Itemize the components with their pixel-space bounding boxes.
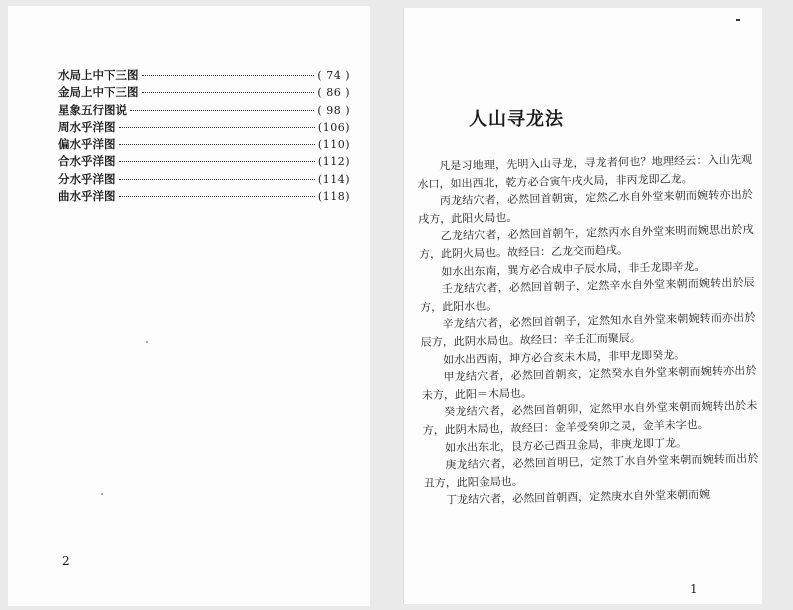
right-page [404, 8, 762, 604]
paragraph: 如水出东北，艮方必己酉丑金局，非庚龙即丁龙。 [444, 435, 688, 454]
table-of-contents [58, 67, 350, 205]
toc-entry[interactable] [58, 102, 350, 119]
paragraph: 乙龙结穴者，必然回首朝午，定然丙水自外堂来明而婉思出於戌方，此阴火局也。故经曰：乙龙交而趋戌。 [418, 223, 754, 261]
paragraph: 庚龙结穴者，必然回首明巳，定然丁水自外堂来朝而婉转而出於丑方，此阳金局也。 [423, 452, 759, 490]
toc-entry-title: 曲水乎洋图 [58, 189, 116, 204]
toc-entry[interactable] [58, 136, 350, 153]
page-number-right: 1 [690, 582, 698, 596]
scan-speck [101, 493, 103, 495]
toc-entry[interactable] [58, 119, 350, 136]
chapter-title: 人山寻龙法 [469, 109, 564, 130]
toc-leader-dots [142, 92, 315, 93]
toc-entry-title: 偏水乎洋图 [58, 137, 116, 152]
toc-entry[interactable] [58, 84, 350, 101]
toc-entry-title: 分水乎洋图 [58, 171, 116, 186]
paragraph: 如水出东南，巽方必合成申子辰水局，非壬龙即辛龙。 [441, 259, 706, 279]
toc-entry-title: 水局上中下三图 [58, 68, 139, 82]
toc-entry-page: (112) [317, 155, 350, 169]
toc-entry[interactable] [58, 153, 350, 170]
paragraph: 凡是习地理，先明入山寻龙，寻龙者何也？地理经云：入山先观水口，如出西北，乾方必合寅午戌火局，非丙龙即乙龙。 [417, 152, 753, 191]
toc-entry-page: (118) [317, 190, 350, 204]
toc-leader-dots [119, 179, 315, 180]
scan-mark [736, 19, 740, 21]
toc-entry-title: 金局上中下三图 [58, 85, 139, 100]
toc-entry[interactable] [58, 188, 350, 205]
toc-entry-page: ( 74 ) [317, 69, 350, 82]
toc-leader-dots [119, 127, 315, 128]
paragraph: 甲龙结穴者，必然回首朝亥，定然癸水自外堂来朝而婉转亦出於未方，此阳＝木局也。 [421, 364, 757, 402]
toc-leader-dots [119, 161, 315, 162]
toc-leader-dots [119, 196, 315, 197]
toc-entry-title: 周水乎洋图 [58, 119, 116, 134]
toc-leader-dots [130, 110, 314, 111]
page-number-left: 2 [62, 554, 70, 568]
paragraph: 辛龙结穴者，必然回首朝子，定然知水自外堂来朝婉转而亦出於辰方，此阴水局也。故经曰：辛壬汇而聚辰。 [420, 311, 756, 349]
body-text [417, 151, 759, 510]
paragraph: 丙龙结穴者，必然回首朝寅，定然乙水自外堂来朝而婉转亦出於戌方，此阳火局也。 [418, 188, 753, 226]
toc-entry-title: 星象五行图说 [58, 102, 127, 117]
toc-entry-page: ( 86 ) [317, 86, 350, 100]
toc-entry-page: (110) [317, 138, 350, 152]
toc-entry-page: ( 98 ) [317, 103, 350, 117]
toc-entry[interactable] [58, 67, 350, 84]
scan-speck [146, 341, 148, 343]
toc-entry-page: (114) [317, 172, 350, 186]
toc-entry[interactable] [58, 171, 350, 188]
left-page [8, 6, 370, 606]
toc-leader-dots [119, 144, 315, 145]
paragraph: 壬龙结穴者，必然回首朝子，定然辛水自外堂来朝而婉转出於辰方，此阳水也。 [419, 276, 755, 314]
paragraph: 丁龙结穴者，必然回首朝酉，定然庚水自外堂来朝而婉 [446, 488, 711, 507]
toc-leader-dots [142, 75, 315, 76]
toc-entry-title: 合水乎洋图 [58, 154, 116, 169]
paragraph: 癸龙结穴者，必然回首朝卯，定然甲水自外堂来朝而婉转出於未方，此阴木局也，故经曰：金羊受癸卯之灵，金羊未字也。 [422, 399, 758, 437]
paragraph: 如水出西南，坤方必合亥未木局，非甲龙即癸龙。 [443, 347, 686, 367]
toc-entry-page: (106) [317, 120, 350, 134]
